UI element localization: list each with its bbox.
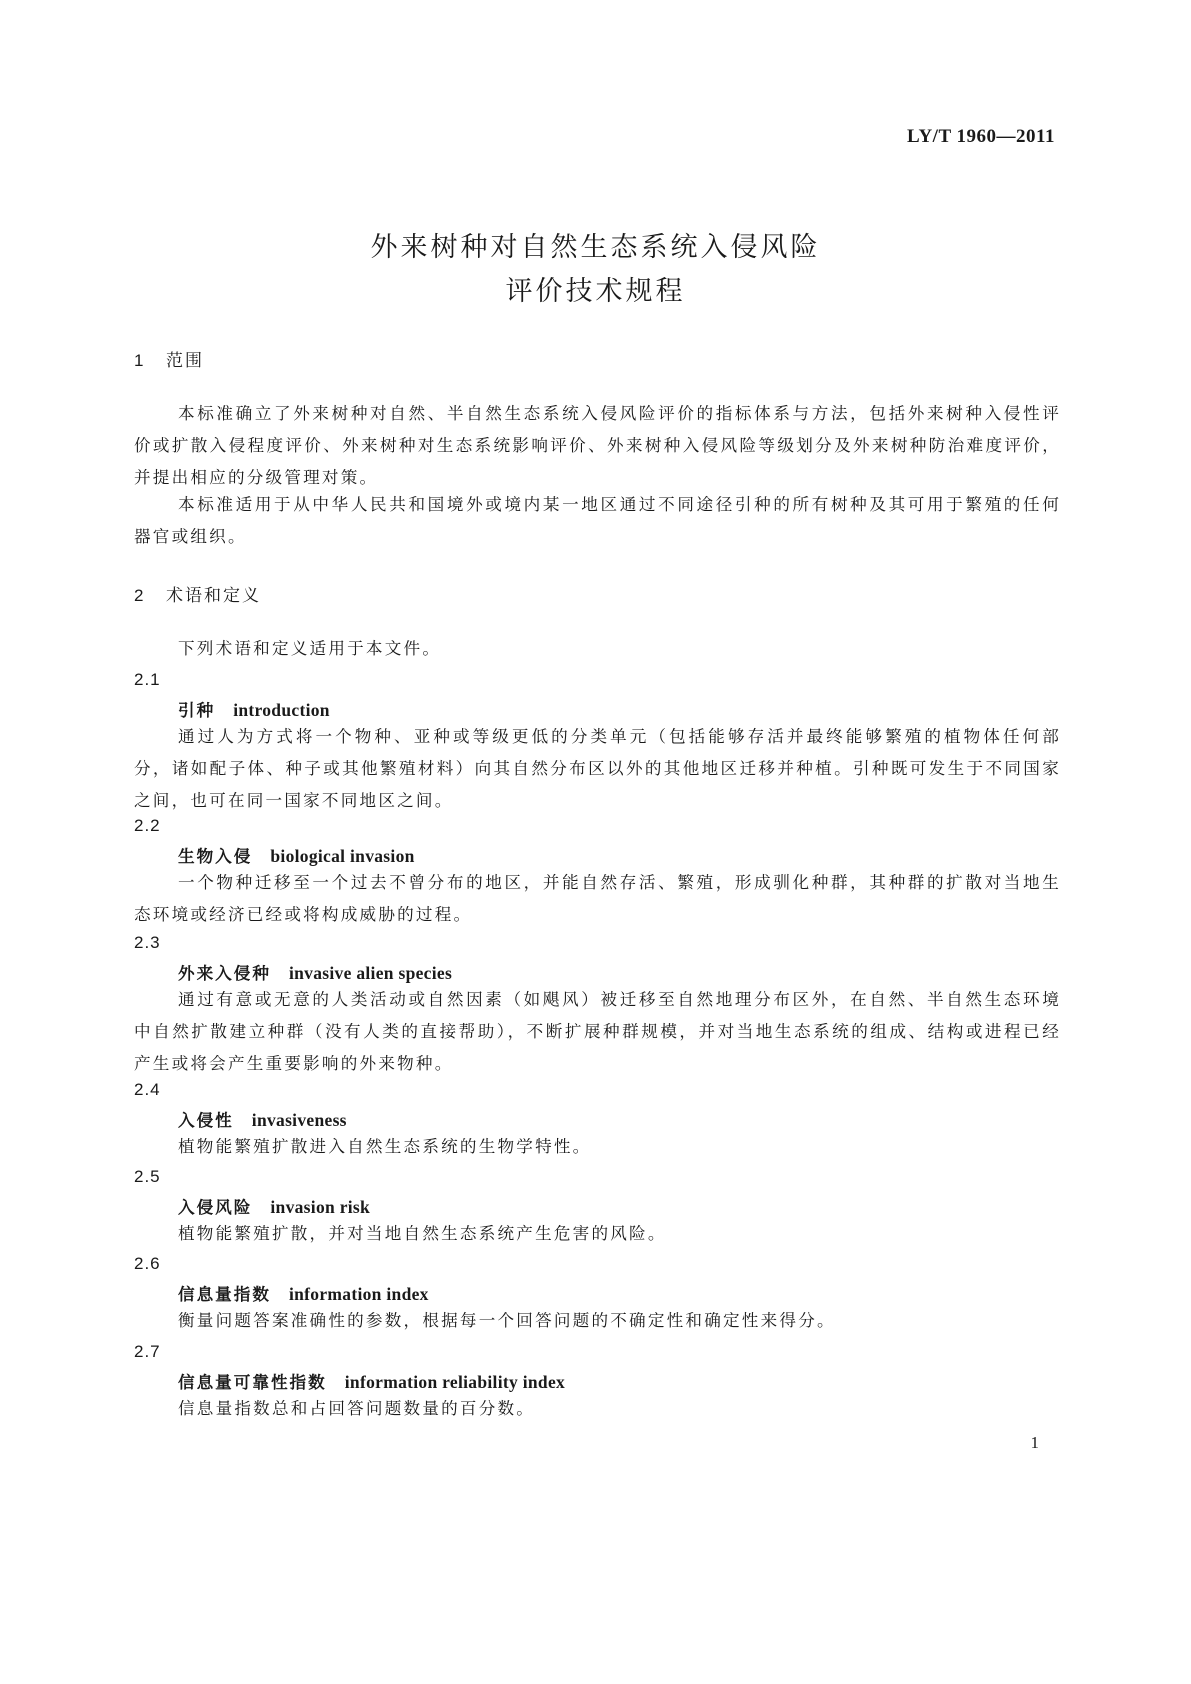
section-2-heading: [134, 581, 261, 606]
term-en: information index: [288, 1284, 429, 1304]
document-title: [0, 226, 1191, 314]
term-en: introduction: [233, 700, 330, 720]
clause-number: 2.1: [134, 670, 161, 689]
term-definition: 植物能繁殖扩散进入自然生态系统的生物学特性。: [178, 1137, 592, 1156]
title-line-1: 外来树种对自然生态系统入侵风险: [370, 232, 821, 263]
term-en: information reliability index: [344, 1372, 566, 1392]
section-2-intro: 下列术语和定义适用于本文件。: [178, 639, 442, 658]
section-1-title: 范围: [166, 351, 204, 371]
section-2-title: 术语和定义: [166, 586, 261, 606]
title-line-2: 评价技术规程: [505, 276, 686, 307]
clause-number: 2.7: [134, 1342, 161, 1361]
term-en: invasiveness: [251, 1110, 347, 1130]
term-en: biological invasion: [270, 846, 415, 866]
clause-number: 2.6: [134, 1254, 161, 1273]
term-heading: [178, 697, 330, 721]
term-heading: [178, 843, 415, 867]
section-1-paragraph-2: 本标准适用于从中华人民共和国境外或境内某一地区通过不同途径引种的所有树种及其可用于繁殖的任何器官或组织。: [134, 495, 1061, 546]
term-heading: [178, 1281, 429, 1305]
term-zh: 外来入侵种: [178, 964, 271, 983]
term-definition: 衡量问题答案准确性的参数，根据每一个回答问题的不确定性和确定性来得分。: [178, 1311, 836, 1330]
term-definition: 通过人为方式将一个物种、亚种或等级更低的分类单元（包括能够存活并最终能够繁殖的植物体任何部分，诸如配子体、种子或其他繁殖材料）向其自然分布区以外的其他地区迁移并种植。引种既可发生于不同国家之间，也可在同一国家不同地区之间。: [134, 727, 1061, 810]
term-heading: [178, 1194, 370, 1218]
term-zh: 引种: [178, 701, 216, 720]
term-heading: [178, 1107, 347, 1131]
term-definition: 一个物种迁移至一个过去不曾分布的地区，并能自然存活、繁殖，形成驯化种群，其种群的扩散对当地生态环境或经济已经或将构成威胁的过程。: [134, 873, 1061, 924]
clause-number: 2.5: [134, 1167, 161, 1186]
term-zh: 信息量指数: [178, 1285, 271, 1304]
term-definition: 植物能繁殖扩散，并对当地自然生态系统产生危害的风险。: [178, 1224, 667, 1243]
term-zh: 信息量可靠性指数: [178, 1373, 327, 1392]
standard-code: LY/T 1960—2011: [907, 126, 1055, 147]
term-definition: 通过有意或无意的人类活动或自然因素（如飓风）被迁移至自然地理分布区外，在自然、半自然生态环境中自然扩散建立种群（没有人类的直接帮助），不断扩展种群规模，并对当地生态系统的组成、结构或进程已经产生或将会产生重要影响的外来物种。: [134, 990, 1061, 1073]
term-en: invasion risk: [270, 1197, 371, 1217]
term-zh: 生物入侵: [178, 847, 253, 866]
section-1-paragraph-1: 本标准确立了外来树种对自然、半自然生态系统入侵风险评价的指标体系与方法，包括外来树种入侵性评价或扩散入侵程度评价、外来树种对生态系统影响评价、外来树种入侵风险等级划分及外来树种防治难度评价，并提出相应的分级管理对策。: [134, 404, 1061, 487]
term-zh: 入侵风险: [178, 1198, 253, 1217]
section-1-number: 1: [134, 351, 144, 370]
term-heading: [178, 1369, 565, 1393]
section-2-number: 2: [134, 586, 144, 605]
term-definition: 信息量指数总和占回答问题数量的百分数。: [178, 1399, 536, 1418]
clause-number: 2.4: [134, 1080, 161, 1099]
term-en: invasive alien species: [288, 963, 453, 983]
clause-number: 2.3: [134, 933, 161, 952]
page-number: 1: [1030, 1433, 1039, 1452]
section-1-heading: [134, 346, 204, 371]
clause-number: 2.2: [134, 816, 161, 835]
term-zh: 入侵性: [178, 1111, 234, 1130]
term-heading: [178, 960, 452, 984]
